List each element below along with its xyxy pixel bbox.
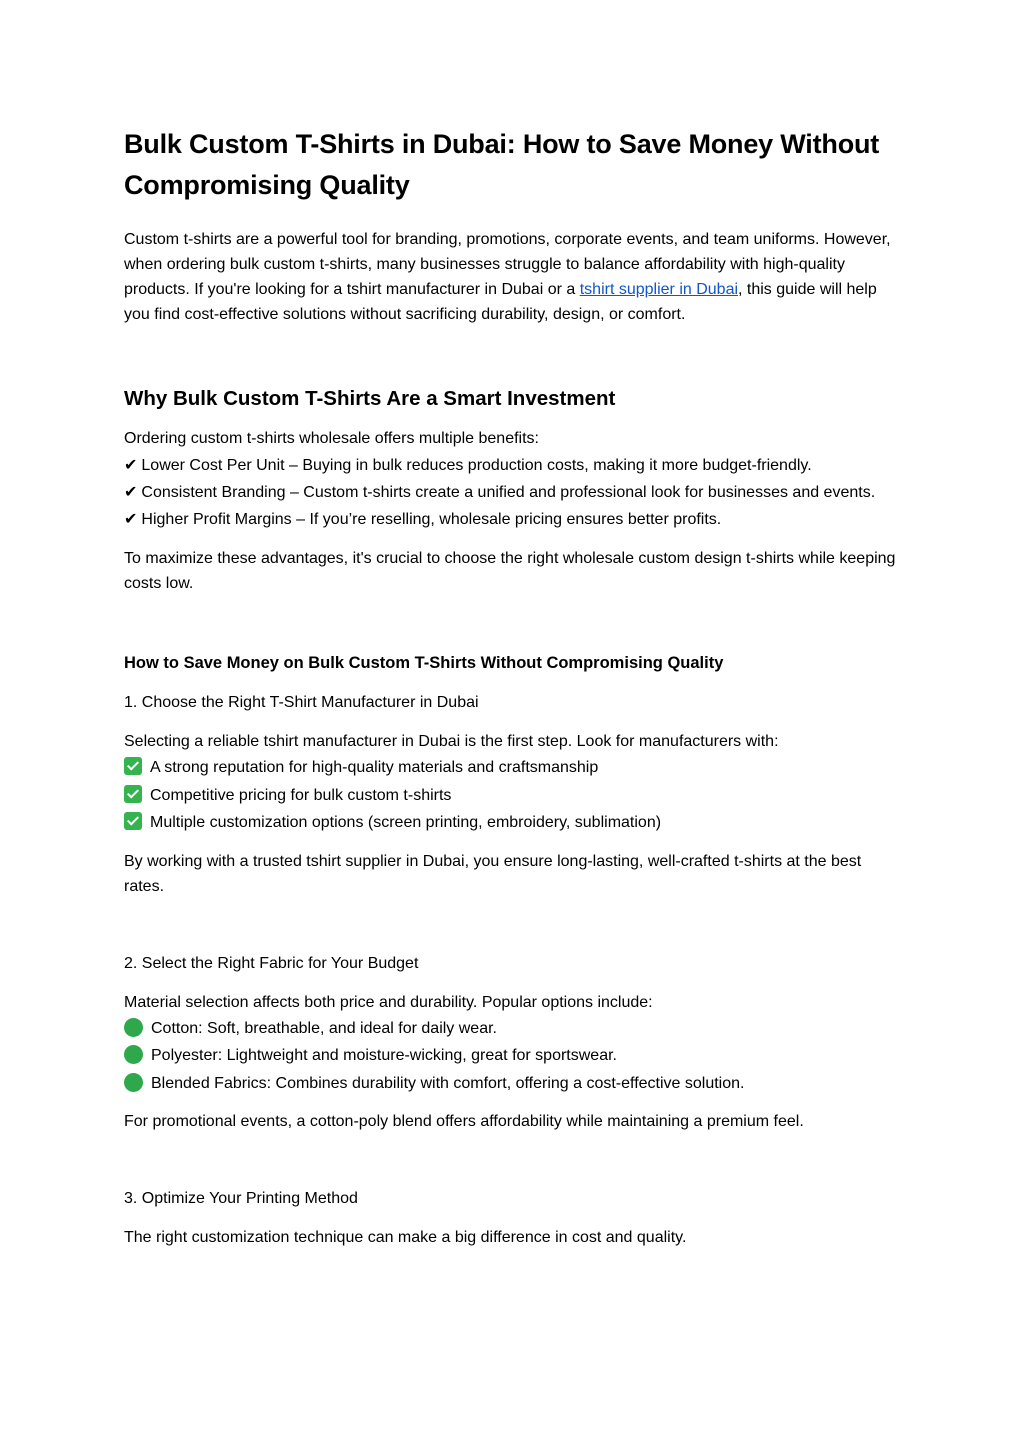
benefits-list <box>124 453 904 532</box>
section-heading-save-money: How to Save Money on Bulk Custom T-Shirts Without Compromising Quality <box>124 654 724 672</box>
list-item <box>124 782 904 810</box>
green-checkbox-icon <box>124 812 142 830</box>
green-circle-icon <box>124 1018 143 1037</box>
step1-lead: Selecting a reliable tshirt manufacturer in Dubai is the first step. Look for manufacturers with: <box>124 733 779 750</box>
list-item <box>124 754 904 782</box>
intro-paragraph <box>124 227 904 327</box>
check-mark-icon: ✔ <box>124 457 138 474</box>
intro-text-after-link: , this guide will help you find cost-effective solutions without sacrificing durability, design, or comfort. <box>124 281 877 323</box>
benefit-text: Higher Profit Margins – If you’re reselling, wholesale pricing ensures better profits. <box>141 511 722 528</box>
step3-lead: The right customization technique can make a big difference in cost and quality. <box>124 1229 687 1246</box>
document-content <box>124 124 904 1250</box>
list-item-text: Competitive pricing for bulk custom t-shirts <box>150 786 452 804</box>
step3-title: 3. Optimize Your Printing Method <box>124 1190 358 1207</box>
list-item <box>124 1042 904 1070</box>
list-item-text: Blended Fabrics: Combines durability with comfort, offering a cost-effective solution. <box>151 1074 745 1092</box>
check-mark-icon: ✔ <box>124 484 138 501</box>
list-item-text: Multiple customization options (screen printing, embroidery, sublimation) <box>150 814 662 831</box>
manufacturer-criteria-list <box>124 754 904 837</box>
step2-lead: Material selection affects both price and durability. Popular options include: <box>124 993 653 1011</box>
list-item <box>124 809 904 837</box>
green-checkbox-icon <box>124 785 142 803</box>
benefit-item <box>124 453 904 478</box>
list-item-text: Polyester: Lightweight and moisture-wicking, great for sportswear. <box>151 1047 617 1064</box>
tshirt-supplier-link[interactable]: tshirt supplier in Dubai <box>579 281 739 298</box>
list-item <box>124 1015 904 1043</box>
page-title: Bulk Custom T-Shirts in Dubai: How to Save Money Without Compromising Quality <box>124 129 880 200</box>
step2-closing: For promotional events, a cotton-poly blend offers affordability while maintaining a premium feel. <box>124 1113 804 1130</box>
benefits-closing: To maximize these advantages, it's crucial to choose the right wholesale custom design t-shirts while keeping costs low. <box>124 550 896 592</box>
benefits-lead: Ordering custom t-shirts wholesale offers multiple benefits: <box>124 430 539 447</box>
list-item <box>124 1070 904 1098</box>
section-heading-why-bulk: Why Bulk Custom T-Shirts Are a Smart Investment <box>124 387 616 410</box>
green-checkbox-icon <box>124 757 142 775</box>
benefit-text: Lower Cost Per Unit – Buying in bulk reduces production costs, making it more budget-friendly. <box>141 457 812 474</box>
green-circle-icon <box>124 1073 143 1092</box>
benefit-text: Consistent Branding – Custom t-shirts create a unified and professional look for businesses and events. <box>141 484 876 501</box>
green-circle-icon <box>124 1045 143 1064</box>
benefit-item <box>124 507 904 532</box>
list-item-text: A strong reputation for high-quality materials and craftsmanship <box>150 759 599 776</box>
list-item-text: Cotton: Soft, breathable, and ideal for daily wear. <box>151 1019 497 1037</box>
intro-text-before-link: Custom t-shirts are a powerful tool for branding, promotions, corporate events, and team uniforms. However, when ordering bulk custom t-shirts, many businesses struggle to balance affordability with high-quality products. If you're looking for a tshirt manufacturer in Dubai or a <box>124 231 891 298</box>
step1-closing: By working with a trusted tshirt supplier in Dubai, you ensure long-lasting, well-crafted t-shirts at the best rates. <box>124 852 862 895</box>
benefit-item <box>124 480 904 505</box>
step1-title: 1. Choose the Right T-Shirt Manufacturer in Dubai <box>124 694 479 711</box>
fabric-options-list <box>124 1015 904 1098</box>
check-mark-icon: ✔ <box>124 511 138 528</box>
step2-title: 2. Select the Right Fabric for Your Budget <box>124 954 419 972</box>
